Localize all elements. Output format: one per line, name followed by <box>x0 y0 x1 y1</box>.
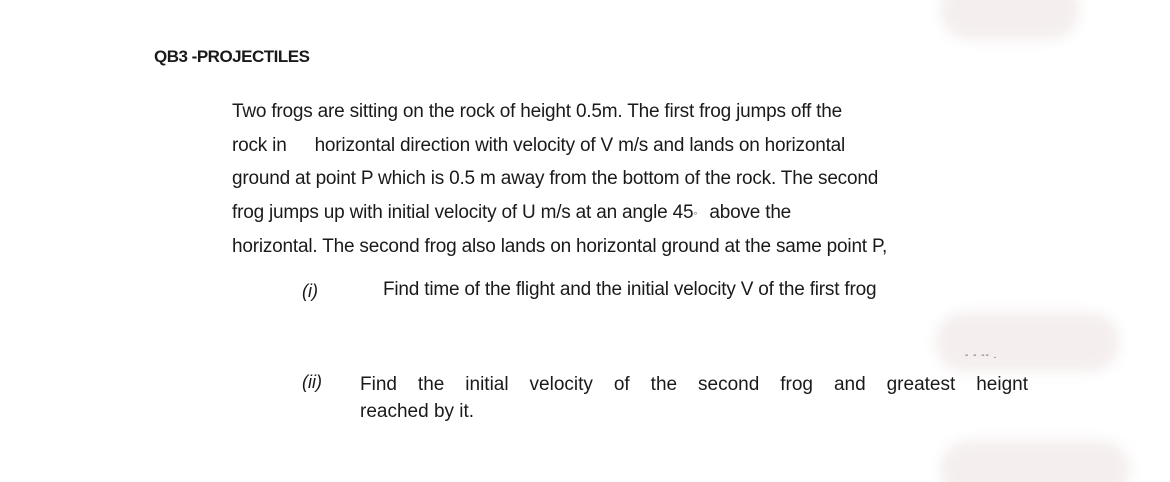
section-heading: QB3 -PROJECTILES <box>154 47 310 66</box>
paragraph-line-4 <box>232 196 1052 231</box>
paragraph-line-1: Two frogs are sitting on the rock of height 0.5m. The first frog jumps off the <box>232 101 842 122</box>
paragraph-line-5: horizontal. The second frog also lands on horizontal ground at the same point P, <box>232 236 888 257</box>
degree-symbol: ◦ <box>693 205 698 220</box>
smudge-middle-right <box>935 312 1120 372</box>
question-2-number: (ii) <box>302 372 322 392</box>
paragraph-line-4-start: frog jumps up with initial velocity of U m/s at an angle 45 <box>232 201 694 223</box>
problem-paragraph <box>232 95 1052 264</box>
stray-marks: - - -- . <box>965 350 998 361</box>
smudge-top-right <box>940 0 1080 40</box>
paragraph-line-3: ground at point P which is 0.5 m away from the bottom of the rock. The second <box>232 168 879 189</box>
paragraph-line-2-end: horizontal direction with velocity of V m/s and lands on horizontal <box>314 134 846 156</box>
smudge-bottom-right <box>940 440 1130 482</box>
question-1-text: Find time of the flight and the initial velocity V of the first frog <box>383 279 877 300</box>
question-2-text-line-2: reached by it. <box>360 401 475 422</box>
paragraph-line-2-start: rock in <box>232 134 287 156</box>
question-1-number: (i) <box>302 281 318 301</box>
question-2-text-line-1: Find the initial velocity of the second frog and greatest heignt <box>360 374 1028 395</box>
paragraph-line-2 <box>232 129 1052 163</box>
paragraph-line-4-end: above the <box>709 201 792 223</box>
